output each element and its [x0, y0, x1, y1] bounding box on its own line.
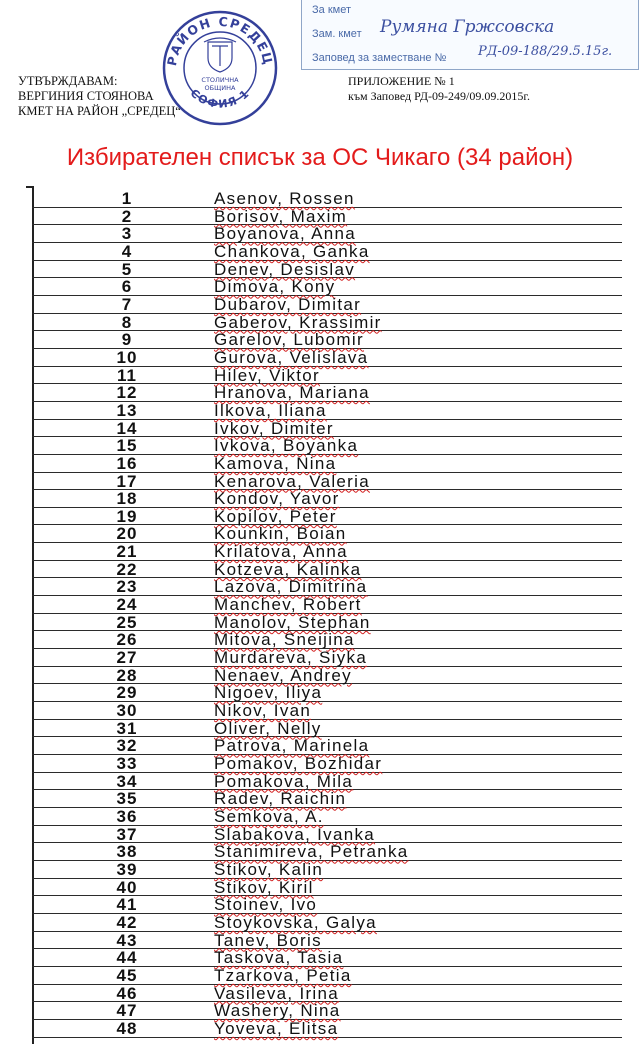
voter-name: Tanev, Boris: [214, 930, 322, 950]
mayor-title: КМЕТ НА РАЙОН „СРЕДЕЦ“: [18, 104, 181, 118]
voter-number: 22: [116, 559, 138, 579]
appendix-block: [348, 74, 530, 104]
voter-number: 15: [116, 436, 138, 456]
voter-number: 45: [116, 965, 138, 985]
table-row: [32, 261, 622, 279]
voter-number: 4: [121, 241, 133, 261]
table-row: [32, 437, 622, 455]
voter-number: 44: [116, 948, 138, 968]
voter-name: Stoinev, Ivo: [214, 895, 318, 915]
voter-name: Mitova, Sneijina: [214, 630, 355, 650]
label-deputy-mayor: Зам. кмет: [312, 28, 362, 40]
table-row: [32, 720, 622, 738]
voter-number: 9: [121, 330, 133, 350]
voter-name: Gaberov, Krassimir: [214, 312, 382, 332]
table-row: [32, 278, 622, 296]
voter-number: 25: [116, 612, 138, 632]
table-row: [32, 190, 622, 208]
voter-number: 20: [116, 524, 138, 544]
table-row: [32, 755, 622, 773]
voter-name: Manchev, Robert: [214, 595, 362, 615]
voter-name: Vasileva, Irina: [214, 983, 340, 1003]
voter-name: Kenarova, Valeria: [214, 471, 370, 491]
voter-name: Asenov, Rossen: [214, 189, 355, 208]
voter-number: 7: [121, 294, 133, 314]
voter-name: Garelov, Lubomir: [214, 330, 364, 350]
table-row: [32, 208, 622, 226]
voter-number: 35: [116, 789, 138, 809]
voter-number: 8: [121, 312, 133, 332]
approval-label: УТВЪРЖДАВАМ:: [18, 74, 118, 88]
voter-name: Oliver, Nelly: [214, 718, 322, 738]
table-row: [32, 631, 622, 649]
voter-number: 36: [116, 806, 138, 826]
voter-name: Boyanova, Anna: [214, 224, 357, 244]
voter-name: Taskova, Tasia: [214, 948, 344, 968]
voter-number: 48: [116, 1018, 138, 1038]
table-row: [32, 1020, 622, 1038]
voter-number: 19: [116, 506, 138, 526]
voter-name: Manolov, Stephan: [214, 612, 371, 632]
voter-name: Kopilov, Peter: [214, 506, 337, 526]
voter-name: Stikov, Kiril: [214, 877, 314, 897]
table-row: [32, 614, 622, 632]
voter-number: 39: [116, 859, 138, 879]
voter-number: 18: [116, 489, 138, 509]
voter-name: Kotzeva, Kalinka: [214, 559, 362, 579]
voter-name: Radev, Raichin: [214, 789, 347, 809]
voter-name: Denev, Desislav: [214, 259, 356, 279]
table-row: [32, 543, 622, 561]
voter-name: Semkova, A.: [214, 806, 324, 826]
voter-number: 27: [116, 648, 138, 668]
voter-number: 43: [116, 930, 138, 950]
voter-name: Patrova, Marinela: [214, 736, 370, 756]
voter-number: 23: [116, 577, 138, 597]
table-row: [32, 949, 622, 967]
voter-name: Stoykovska, Galya: [214, 912, 377, 932]
voter-name: Lazova, Dimitrina: [214, 577, 368, 597]
voter-number: 29: [116, 683, 138, 703]
table-row: [32, 420, 622, 438]
table-row: [32, 808, 622, 826]
voter-number: 17: [116, 471, 138, 491]
voter-name: Dubarov, Dimitar: [214, 294, 362, 314]
page-title: Избирателен списък за ОС Чикаго (34 район): [66, 144, 574, 171]
voter-name: Chankova, Ganka: [214, 241, 370, 261]
voter-number: 2: [121, 206, 133, 226]
voter-number: 12: [116, 383, 138, 403]
table-row: [32, 684, 622, 702]
coat-of-arms-icon: [204, 38, 236, 72]
voter-name: Nenaev, Andrey: [214, 665, 352, 685]
stamp-bottom-text: СОФИЯ 1: [187, 86, 253, 111]
table-row: [32, 473, 622, 491]
voter-number: 10: [116, 347, 138, 367]
table-row: [32, 985, 622, 1003]
label-substitution-order: Заповед за заместване №: [312, 52, 447, 64]
table-row: [32, 773, 622, 791]
table-row: [32, 702, 622, 720]
table-row: [32, 861, 622, 879]
voter-number: 14: [116, 418, 138, 438]
voter-name: Gurova, Velislava: [214, 347, 369, 367]
signature-box: [301, 0, 639, 70]
voter-number: 41: [116, 895, 138, 915]
table-row: [32, 1002, 622, 1020]
official-stamp: [160, 8, 280, 128]
voter-number: 37: [116, 824, 138, 844]
table-row: [32, 331, 622, 349]
mayor-name: ВЕРГИНИЯ СТОЯНОВА: [18, 89, 154, 103]
table-row: [32, 243, 622, 261]
table-row: [32, 225, 622, 243]
voter-name: Murdareva, Siyka: [214, 648, 368, 668]
table-row: [32, 578, 622, 596]
voter-number: 21: [116, 542, 138, 562]
voter-name: Ivkov, Dimiter: [214, 418, 334, 438]
table-row: [32, 790, 622, 808]
table-row: [32, 826, 622, 844]
stamp-center-line-2: ОБЩИНА: [204, 84, 236, 92]
table-row: [32, 561, 622, 579]
voter-number: 6: [121, 277, 133, 297]
voter-name: Hilev, Viktor: [214, 365, 321, 385]
voter-number: 13: [116, 400, 138, 420]
voter-name: Nigoev, Iliya: [214, 683, 323, 703]
table-row: [32, 896, 622, 914]
voter-number: 30: [116, 701, 138, 721]
voter-name: Pomakov, Bozhidar: [214, 754, 383, 773]
table-row: [32, 932, 622, 950]
voter-name: Yoveva, Elitsa: [214, 1018, 339, 1038]
voter-number: 11: [117, 365, 137, 385]
voter-name: Stanimireva, Petranka: [214, 842, 409, 862]
appendix-label: ПРИЛОЖЕНИЕ № 1: [348, 74, 455, 88]
voter-name: Hranova, Mariana: [214, 383, 370, 403]
voter-number: 46: [116, 983, 138, 1003]
voter-name: Ilkova, Iliana: [214, 400, 327, 420]
voter-number: 3: [121, 224, 133, 244]
voter-number: 16: [116, 453, 138, 473]
table-row: [32, 914, 622, 932]
voter-number: 47: [116, 1001, 138, 1021]
table-row: [32, 490, 622, 508]
table-row: [32, 508, 622, 526]
handwritten-name: Румяна Гржсовска: [380, 17, 555, 37]
table-row: [32, 367, 622, 385]
table-row: [32, 455, 622, 473]
table-row: [32, 349, 622, 367]
voter-number: 34: [116, 771, 138, 791]
table-row: [32, 402, 622, 420]
approval-block: [18, 74, 181, 119]
voter-name: Kounkin, Boian: [214, 524, 347, 544]
voter-number: 24: [116, 595, 138, 615]
voter-name: Kamova, Nina: [214, 453, 337, 473]
voter-name: Tzarkova, Petia: [214, 965, 352, 985]
voter-name: Washery, Nina: [214, 1001, 341, 1021]
table-row: [32, 384, 622, 402]
table-row: [32, 649, 622, 667]
stamp-center-line-1: СТОЛИЧНА: [201, 76, 239, 84]
table-row: [32, 314, 622, 332]
voter-name: Krilatova, Anna: [214, 542, 348, 562]
table-row: [32, 737, 622, 755]
voter-number: 32: [116, 736, 138, 756]
appendix-order: към Заповед РД-09-249/09.09.2015г.: [348, 89, 530, 103]
voter-name: Nikov, Ivan: [214, 701, 312, 721]
voter-name: Dimova, Kony: [214, 277, 336, 297]
table-row: [32, 843, 622, 861]
voter-number: 40: [116, 877, 138, 897]
stamp-top-text: РАЙОН СРЕДЕЦ: [164, 13, 277, 68]
voter-name: Borisov, Maxim: [214, 206, 348, 226]
table-row: [32, 879, 622, 897]
voter-list: [32, 190, 622, 1038]
table-row: [32, 525, 622, 543]
voter-number: 5: [121, 259, 133, 279]
table-row: [32, 667, 622, 685]
voter-number: 26: [116, 630, 138, 650]
voter-name: Kondov, Yavor: [214, 489, 340, 509]
table-row: [32, 967, 622, 985]
table-row: [32, 596, 622, 614]
label-for-mayor: За кмет: [312, 4, 351, 16]
voter-number: 31: [116, 718, 138, 738]
voter-name: Pomakova, Mila: [214, 771, 354, 791]
voter-number: 33: [116, 754, 138, 773]
handwritten-order-number: РД-09-188/29.5.15г.: [478, 44, 613, 59]
voter-number: 38: [116, 842, 138, 862]
table-row: [32, 296, 622, 314]
voter-number: 28: [116, 665, 138, 685]
voter-name: Slabakova, Ivanka: [214, 824, 376, 844]
voter-number: 1: [121, 189, 133, 208]
voter-name: Ivkova, Boyanka: [214, 436, 359, 456]
voter-name: Stikov, Kalin: [214, 859, 324, 879]
voter-number: 42: [116, 912, 138, 932]
